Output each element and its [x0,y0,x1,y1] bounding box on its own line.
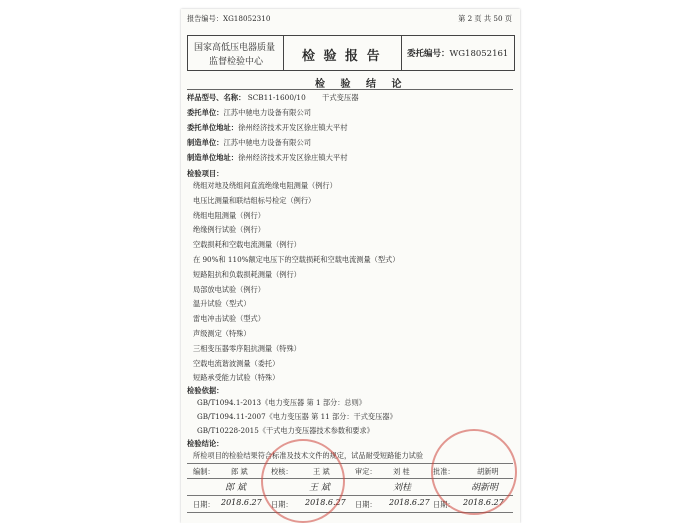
maker-label: 制造单位： [187,138,224,147]
edit-signature: 郎 斌 [225,483,246,493]
list-item: 空载损耗和空载电流测量（例行） [193,240,301,250]
client-label: 委托单位： [187,108,224,117]
client-row [187,108,311,118]
items-label: 检验项目： [187,169,224,178]
commission [407,47,508,59]
approve-signature: 胡新明 [471,483,499,493]
items-list [193,181,399,388]
sample-value: SCB11-1600/10 [247,93,306,102]
list-item: GB/T1094.11-2007《电力变压器 第 11 部分：干式变压器》 [197,412,397,421]
list-item: 电压比测量和联结组标号检定（例行） [193,195,316,205]
org-line-1: 国家高低压电器质量 [194,43,276,53]
title-cell [283,36,402,70]
review-date: 2018.6.27 [389,498,430,507]
client-address-label: 委托单位地址： [187,123,239,132]
maker-address-row [187,153,348,163]
list-item: 温升试验（型式） [193,299,251,309]
approve-date: 2018.6.27 [463,498,504,507]
list-item: 在 90%和 110%额定电压下的空载损耗和空载电流测量（型式） [193,254,400,264]
list-item: 短路阻抗和负载损耗测量（例行） [193,269,301,279]
list-item: 短路承受能力试验（特殊） [193,373,280,383]
maker-address-value: 徐州经济技术开发区徐庄镇大平村 [238,153,348,162]
client-value: 江苏中驰电力设备有限公司 [223,108,312,117]
review-name: 刘 桂 [393,467,410,476]
check-label: 校核： [271,467,293,476]
list-item: 声级测定（特殊） [193,328,251,338]
official-seal-right [431,429,517,515]
date-label: 日期： [271,500,293,509]
commission-no: WG18052161 [449,49,509,59]
client-address-row [187,123,348,133]
official-seal-left [261,439,345,523]
approve-label: 批准： [433,467,455,476]
review-label: 审定： [355,467,377,476]
conclusion-label: 检验结论： [187,439,224,448]
list-item: 绕组对地及绕组间直流绝缘电阻测量（例行） [193,181,337,190]
edit-label: 编制： [193,467,215,476]
date-label: 日期： [433,500,455,509]
client-address-value: 徐州经济技术开发区徐庄镇大平村 [238,123,348,132]
list-item: 绕组电阻测量（例行） [193,210,265,220]
list-item: 空载电流谐波测量（委托） [193,358,280,368]
divider [187,89,513,90]
check-signature: 王 斌 [309,483,330,493]
report-header-box [187,35,515,71]
doc-title: 检 验 报 告 [302,49,382,64]
sample-row [187,93,359,103]
list-item: GB/T10228-2015《干式电力变压器技术参数和要求》 [197,426,374,435]
section-title: 检 验 结 论 [315,79,408,90]
check-date: 2018.6.27 [305,498,346,507]
report-page [181,9,520,523]
list-item: 局部放电试验（例行） [193,284,265,294]
maker-row [187,138,311,148]
report-number-value: XG18052310 [222,14,271,23]
review-signature: 刘桂 [393,483,412,493]
sample-label: 样品型号、名称： [187,93,246,102]
date-label: 日期： [193,500,215,509]
org-cell [188,36,284,70]
basis-list [197,398,397,440]
report-number [187,14,270,24]
report-number-label: 报告编号： [187,14,223,23]
list-item: 雷电冲击试验（型式） [193,314,265,324]
list-item: 绝缘例行试验（例行） [193,225,265,235]
maker-value: 江苏中驰电力设备有限公司 [223,138,312,147]
org-line-2: 监督检验中心 [209,57,264,67]
date-label: 日期： [355,500,377,509]
list-item: GB/T1094.1-2013《电力变压器 第 1 部分：总则》 [197,398,366,407]
edit-name: 郎 斌 [231,467,248,476]
maker-address-label: 制造单位地址： [187,153,239,162]
list-item: 三相变压器零序阻抗测量（特殊） [193,343,301,353]
approve-name: 胡新明 [477,467,499,476]
page-info: 第 2 页 共 50 页 [458,14,512,23]
conclusion-text: 所检项目的检验结果符合标准及技术文件的规定，试品耐受短路能力试验 [193,451,424,460]
basis-label: 检验依据： [187,386,224,395]
check-name: 王 斌 [313,467,330,476]
sample-type: 干式变压器 [322,93,359,102]
edit-date: 2018.6.27 [221,498,262,507]
commission-label: 委托编号： [407,49,450,59]
